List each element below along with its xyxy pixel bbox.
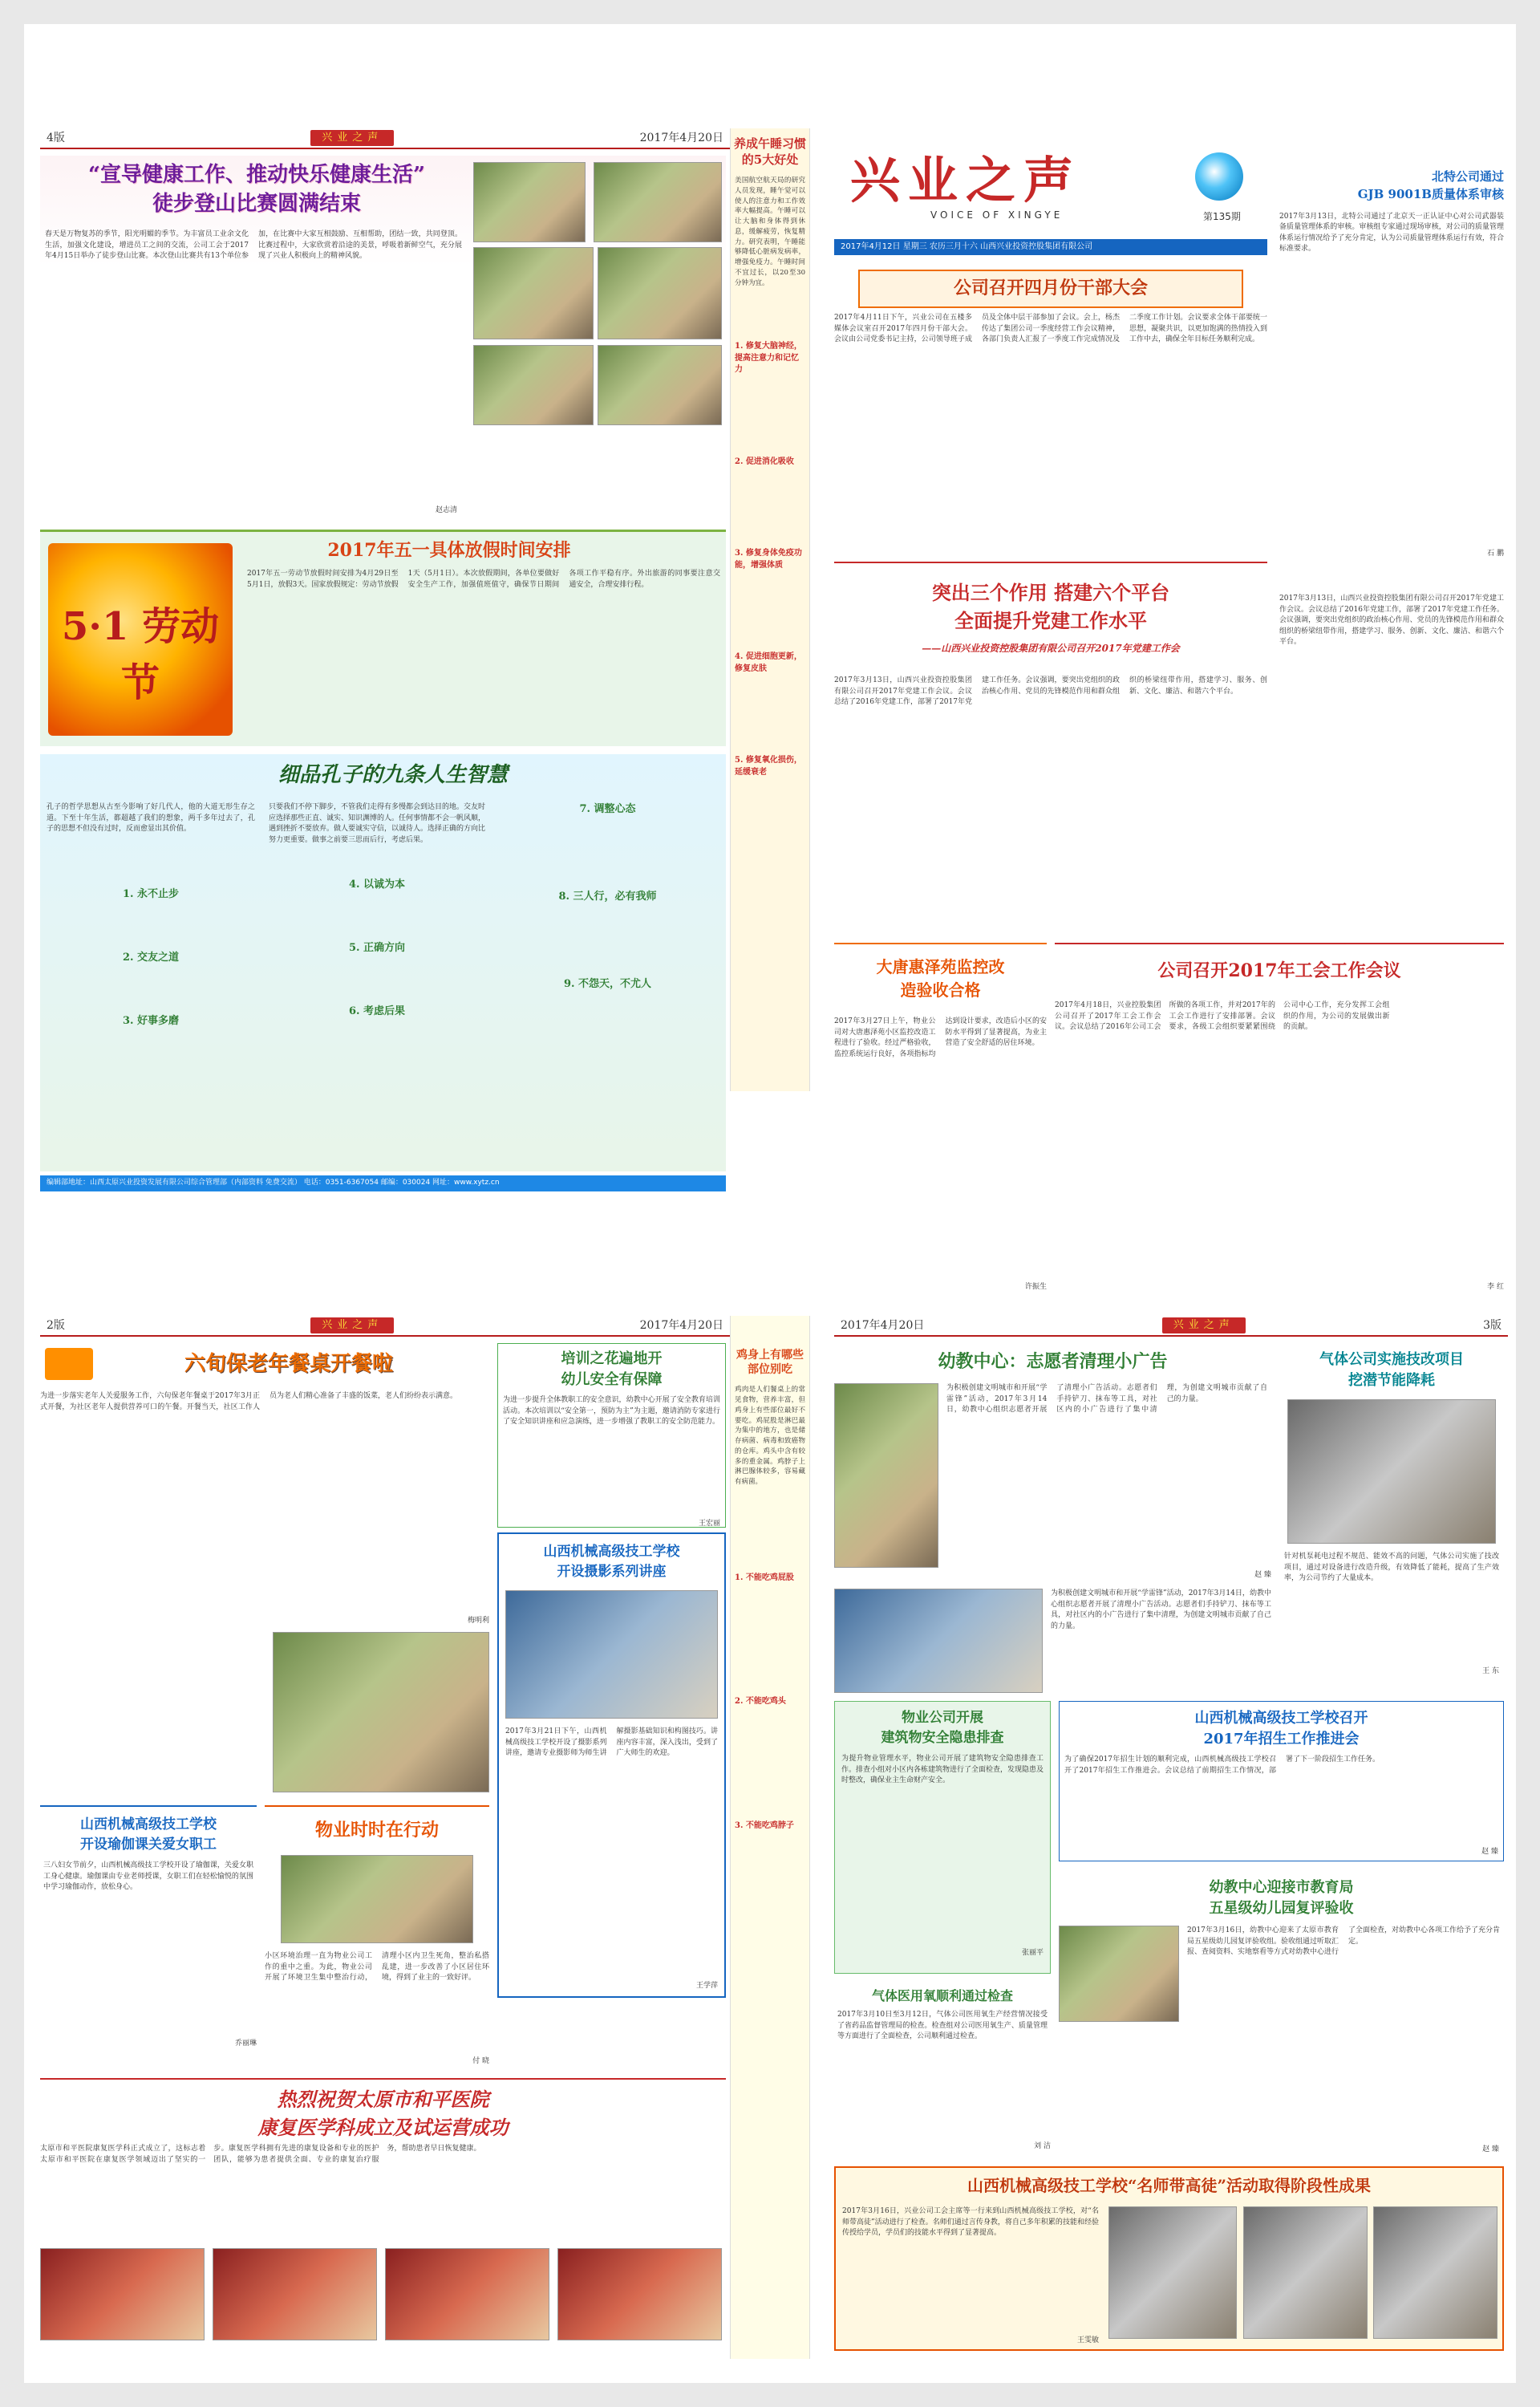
confucius-item-8: 8. 三人行，必有我师 (558, 890, 657, 903)
page-header (40, 128, 730, 149)
article-safety (834, 1701, 1051, 1974)
sidebar-nap (730, 128, 810, 1091)
recruit-author: 赵 臻 (1481, 1847, 1498, 1856)
confucius-item-6: 6. 考虑后果 (348, 1005, 406, 1017)
photo-mountain-1 (473, 162, 586, 242)
article-oxygen (834, 1982, 1051, 2158)
article-volunteer (834, 1343, 1271, 1584)
article-yoga (40, 1805, 257, 2070)
confucius-list-b (269, 802, 485, 1025)
party-subtitle: ——山西兴业投资控股集团有限公司召开2017年党建工作会 (922, 642, 1180, 654)
article-mountain (40, 156, 726, 525)
elder-title: 六旬保老年餐桌开餐啦 (184, 1352, 393, 1376)
chicken-item-2: 2. 不能吃鸡头 (735, 1697, 786, 1707)
photo-mountain-6 (598, 345, 722, 425)
holiday-banner: 5·1 劳动节 (61, 604, 220, 705)
oxygen-author: 刘 洁 (1034, 2142, 1051, 2151)
yoga-title-2: 开设瑜伽课关爱女职工 (80, 1836, 217, 1853)
page-4 (40, 128, 730, 1332)
training-body: 为进一步提升全体教职工的安全意识，幼教中心开展了安全教育培训活动。本次培训以“安全第一，预防为主”为主题，邀请消防专家进行了安全知识讲座和应急演练，进一步增强了教职工的安全防范能力。 (503, 1396, 720, 1427)
page-header (40, 1316, 730, 1337)
nap-list (731, 288, 809, 788)
photo-meeting-room (834, 1589, 1043, 1693)
mountain-subtitle: 徒步登山比赛圆满结束 (152, 192, 361, 216)
article-cert (1279, 168, 1504, 586)
cert-body: 2017年3月13日，北特公司通过了北京天一正认证中心对公司武器装备质量管理体系的审核。审核组专家通过现场审核，对公司的质量管理体系运行情况给予了充分肯定，认为公司质量管理体系运行有效，符合标准要求。 (1279, 212, 1504, 253)
photo-property (281, 1855, 473, 1943)
datang-title-2: 造验收合格 (900, 980, 981, 1000)
article-kindergarten (1059, 1869, 1504, 2158)
nap-item-2: 2. 促进消化吸收 (735, 457, 794, 466)
volunteer-title: 幼教中心：志愿者清理小广告 (938, 1351, 1168, 1372)
newspaper-sheet (24, 24, 1516, 2383)
page-footer: 编辑部地址：山西太原兴业投资发展有限公司综合管理部（内部资料 免费交流） 电话：0351-6367054 邮编：030024 网址：www.xytz.cn (40, 1175, 726, 1191)
cert-headline-1: 北特公司通过 (1431, 169, 1504, 184)
article-gas (1279, 1343, 1504, 1680)
photo-mountain-2 (594, 162, 722, 242)
datang-body: 2017年3月27日上午，物业公司对大唐惠泽苑小区监控改造工程进行了验收。经过严格验收，监控系统运行良好，各项指标均达到设计要求，改造后小区的安防水平得到了显著提高，为业主营造了安全舒适的居住环境。 (834, 1017, 1047, 1058)
nap-item-1: 1. 修复大脑神经，提高注意力和记忆力 (735, 342, 802, 375)
meeting-body: 2017年4月11日下午，兴业公司在五楼多媒体会议室召开2017年四月份干部大会。会议由公司党委书记主持，公司领导班子成员及全体中层干部参加了会议。会上，杨杰传达了集团公司一季度经营工作会议精神，各部门负责人汇报了一季度工作完成情况及二季度工作计划。会议要求全体干部要统一思想，凝聚共识，以更加饱满的热情投入到工作中去，确保全年目标任务顺利完成。 (834, 314, 1267, 343)
chicken-list (731, 1488, 809, 1842)
photo-hospital-3 (385, 2248, 549, 2340)
chicken-body: 鸡肉是人们餐桌上的常见食物，营养丰富，但鸡身上有些部位最好不要吃。鸡屁股是淋巴最为集中的地方，也是储存病菌、病毒和致癌物的仓库。鸡头中含有较多的重金属。鸡脖子上淋巴腺体较多，容易藏有病菌。 (735, 1386, 805, 1487)
yoga-body: 三八妇女节前夕，山西机械高级技工学校开设了瑜伽课，关爱女职工身心健康。瑜伽课由专业老师授课，女职工们在轻松愉悦的氛围中学习瑜伽动作，放松身心。 (43, 1861, 253, 1892)
datang-title-1: 大唐惠泽苑监控改 (876, 957, 1005, 976)
training-title-1: 培训之花遍地开 (561, 1350, 663, 1367)
property-title: 物业时时在行动 (314, 1820, 439, 1841)
safety-body: 为提升物业管理水平，物业公司开展了建筑物安全隐患排查工作。排查小组对小区内各栋建筑物进行了全面检查，发现隐患及时整改，确保业主生命财产安全。 (841, 1755, 1044, 1785)
issue-number: 第135期 (1203, 211, 1241, 222)
front-masthead (834, 144, 1267, 233)
nap-item-3: 3. 修复身体免疫功能，增强体质 (735, 549, 802, 570)
party-title-2: 全面提升党建工作水平 (954, 608, 1147, 632)
mentor-title: 山西机械高级技工学校“名师带高徒”活动取得阶段性成果 (967, 2176, 1371, 2195)
datang-author: 许振生 (1024, 1282, 1047, 1291)
nap-item-5: 5. 修复氧化损伤，延缓衰老 (735, 756, 802, 777)
gas-title-2: 挖潜节能降耗 (1348, 1372, 1435, 1390)
article-photography (497, 1532, 726, 1998)
nap-title: 养成午睡习惯的5大好处 (734, 136, 807, 167)
masthead-small: 兴业之声 (310, 130, 394, 147)
page-1 (834, 128, 1508, 1332)
union-title: 公司召开2017年工会工作会议 (1157, 960, 1401, 981)
article-elder (40, 1343, 489, 1800)
volunteer-body-cont: 为积极创建文明城市和开展“学雷锋”活动，2017年3月14日，幼教中心组织志愿者开展了清理小广告活动。志愿者们手持铲刀、抹布等工具，对社区内的小广告进行了集中清理，为创建文明城市贡献了自己的力量。 (1051, 1589, 1271, 1630)
chicken-title: 鸡身上有哪些部位别吃 (736, 1349, 804, 1377)
mountain-title: “宣导健康工作、推动快乐健康生活” (88, 163, 425, 187)
page-3 (834, 1316, 1508, 2359)
photo-mountain-4 (598, 247, 722, 339)
page-date: 2017年4月20日 (639, 1318, 723, 1332)
page-number: 2版 (47, 1318, 65, 1332)
confucius-intro: 孔子的哲学思想从古至今影响了好几代人，他的大道无形生存之道。下至十年生活，都超越了我们的想象，两千多年过去了，孔子的思想不但没有过时，反而愈显出其价值。 (47, 803, 255, 833)
article-holiday (40, 530, 726, 746)
oxygen-body: 2017年3月10日至3月12日，气体公司医用氧生产经营情况接受了省药品监督管理局的检查。检查组对公司医用氧生产、质量管理等方面进行了全面检查，公司顺利通过检查。 (837, 2011, 1048, 2041)
masthead-small: 兴业之声 (1162, 1317, 1246, 1334)
photo-hospital-2 (213, 2248, 377, 2340)
confucius-item-2: 2. 交友之道 (122, 951, 180, 964)
recruit-title-1: 山西机械高级技工学校召开 (1194, 1710, 1368, 1727)
holiday-body: 2017年五一劳动节放假时间安排为4月29日至5月1日，放假3天。国家放假规定：劳动节放假1天（5月1日）。本次放假期间，各单位要做好安全生产工作，加强值班值守，确保节日期间各项工作平稳有序。外出旅游的同事要注意交通安全，合理安排行程。 (247, 570, 720, 589)
confucius-item-7: 7. 调整心态 (579, 803, 636, 815)
holiday-title: 2017年五一具体放假时间安排 (327, 540, 571, 561)
article-party (834, 562, 1267, 939)
page-header (834, 1316, 1508, 1337)
company-logo-icon (1195, 152, 1243, 201)
party-body: 2017年3月13日，山西兴业投资控股集团有限公司召开2017年党建工作会议。会议总结了2016年党建工作，部署了2017年党建工作任务。会议强调，要突出党组织的政治核心作用、党员的先锋模范作用和群众组织的桥梁纽带作用，搭建学习、服务、创新、文化、廉洁、和谐六个平台。 (834, 676, 1267, 706)
confucius-item-1: 1. 永不止步 (122, 888, 180, 900)
kinder-title-2: 五星级幼儿园复评验收 (1209, 1900, 1354, 1918)
photo-volunteer (834, 1383, 938, 1568)
elder-body: 为进一步落实老年人关爱服务工作，六旬保老年餐桌于2017年3月正式开餐，为社区老年人提供营养可口的午餐。开餐当天，社区工作人员为老人们精心准备了丰盛的饭菜，老人们纷纷表示满意。 (40, 1392, 458, 1411)
confucius-title: 细品孔子的九条人生智慧 (278, 763, 508, 787)
party-body-cont: 2017年3月13日，山西兴业投资控股集团有限公司召开2017年党建工作会议。会议总结了2016年党建工作，部署了2017年党建工作任务。会议强调，要突出党组织的政治核心作用、党员的先锋模范作用和群众组织的桥梁纽带作用，搭建学习、服务、创新、文化、廉洁、和谐六个平台。 (1279, 595, 1504, 646)
safety-title-2: 建筑物安全隐患排查 (881, 1729, 1004, 1746)
recruit-body: 为了确保2017年招生计划的顺利完成，山西机械高级技工学校召开了2017年招生工作推进会。会议总结了前期招生工作情况，部署了下一阶段招生工作任务。 (1064, 1756, 1380, 1775)
masthead-english: VOICE OF XINGYE (930, 209, 1064, 221)
confucius-text-b: 只要我们不停下脚步，不管我们走得有多慢都会到达目的地。交友时应选择那些正直、诚实、知识渊博的人。任何事情都不会一帆风顺，遇到挫折不要放弃。做人要诚实守信，以诚待人。选择正确的方向比努力更重要。做事之前要三思而后行，考虑后果。 (269, 803, 486, 844)
cert-author: 石 鹏 (1487, 549, 1504, 558)
photo-gas-plant (1287, 1399, 1496, 1544)
yoga-title-1: 山西机械高级技工学校 (80, 1816, 217, 1833)
training-title-2: 幼儿安全有保障 (561, 1371, 663, 1389)
nap-item-4: 4. 促进细胞更新，修复皮肤 (735, 652, 802, 673)
photography-body: 2017年3月21日下午，山西机械高级技工学校开设了摄影系列讲座，邀请专业摄影师为师生讲解摄影基础知识和构图技巧。讲座内容丰富，深入浅出，受到了广大师生的欢迎。 (505, 1727, 718, 1757)
cert-headline-2: GJB 9001B质量体系审核 (1357, 186, 1504, 201)
safety-title-1: 物业公司开展 (902, 1710, 983, 1726)
confucius-item-3: 3. 好事多磨 (122, 1014, 180, 1027)
confucius-item-9: 9. 不怨天，不尤人 (563, 977, 652, 990)
safety-author: 张丽平 (1021, 1949, 1044, 1958)
elder-author: 梅明利 (467, 1617, 489, 1625)
union-author: 李 红 (1487, 1282, 1504, 1291)
article-mentor (834, 2166, 1504, 2351)
volunteer-body: 为积极创建文明城市和开展“学雷锋”活动，2017年3月14日，幼教中心组织志愿者开展了清理小广告活动。志愿者们手持铲刀、抹布等工具，对社区内的小广告进行了集中清理，为创建文明城市贡献了自己的力量。 (946, 1384, 1267, 1414)
property-body: 小区环境治理一直为物业公司工作的重中之重。为此，物业公司开展了环境卫生集中整治行动，清理小区内卫生死角，整治私搭乱建，进一步改善了小区居住环境，得到了业主的一致好评。 (265, 1952, 489, 1982)
dateline: 2017年4月12日 星期三 农历三月十六 山西兴业投资控股集团有限公司 (834, 239, 1267, 255)
megaphone-icon (45, 1348, 93, 1380)
confucius-list-c (497, 802, 718, 997)
party-title-1: 突出三个作用 搭建六个平台 (931, 581, 1170, 604)
photography-title-1: 山西机械高级技工学校 (543, 1544, 680, 1560)
chicken-item-1: 1. 不能吃鸡屁股 (735, 1573, 794, 1582)
mountain-author: 赵志清 (435, 506, 457, 514)
kinder-author: 赵 臻 (1482, 2145, 1499, 2153)
volunteer-author: 赵 臻 (1254, 1570, 1271, 1579)
photo-kindergarten (1059, 1926, 1179, 2022)
page-date: 2017年4月20日 (841, 1318, 925, 1332)
article-union (1055, 943, 1504, 1296)
page-number: 4版 (47, 131, 65, 144)
page-2 (40, 1316, 730, 2359)
gas-body: 针对机泵耗电过程不规范、能效不高的问题，气体公司实施了技改项目，通过对设备进行改造升级，有效降低了能耗，提高了生产效率，为公司节约了大量成本。 (1284, 1553, 1499, 1582)
gas-author: 王 东 (1482, 1666, 1499, 1675)
oxygen-title: 气体医用氧顺利通过检查 (871, 1988, 1013, 2003)
yoga-author: 乔丽琳 (234, 2040, 257, 2048)
photo-mentor-2 (1243, 2206, 1368, 2339)
photo-mountain-3 (473, 247, 594, 339)
meeting-title: 公司召开四月份干部大会 (858, 270, 1243, 308)
photo-mountain-5 (473, 345, 594, 425)
article-property (265, 1805, 489, 2070)
hospital-title-2: 康复医学科成立及试运营成功 (257, 2115, 509, 2139)
photo-hospital-4 (557, 2248, 722, 2340)
training-author: 王宏丽 (698, 1520, 720, 1528)
mountain-body: 春天是万物复苏的季节，阳光明媚的季节。为丰富员工业余文化生活，加强文化建设，增进员工之间的交流，公司工会于2017年4月15日举办了徒步登山比赛。本次登山比赛共有13个单位参加，在比赛中大家互相鼓励、互相帮助，团结一致，共同登顶。比赛过程中，大家欣赏着沿途的美景，呼吸着新鲜空气，充分展现了兴业人积极向上的精神风貌。 (45, 230, 462, 260)
kinder-title-1: 幼教中心迎接市教育局 (1209, 1879, 1354, 1896)
mentor-author: 王雯敏 (1076, 2336, 1099, 2344)
page-date: 2017年4月20日 (639, 131, 723, 144)
hospital-body: 太原市和平医院康复医学科正式成立了，这标志着太原市和平医院在康复医学领域迈出了坚实的一步。康复医学科拥有先进的康复设备和专业的医护团队，能够为患者提供全面、专业的康复治疗服务，帮助患者早日恢复健康。 (40, 2145, 481, 2164)
chicken-item-3: 3. 不能吃鸡脖子 (735, 1820, 794, 1830)
article-meeting (834, 265, 1267, 554)
photo-elder (273, 1632, 489, 1792)
gas-title-1: 气体公司实施技改项目 (1319, 1351, 1464, 1368)
confucius-item-5: 5. 正确方向 (348, 941, 406, 954)
mentor-body: 2017年3月16日，兴业公司工会主席等一行来到山西机械高级技工学校，对“名师带高徒”活动进行了检查。名师们通过言传身教，将自己多年积累的技能和经验传授给学员，学员们的技能水平得到了显著提高。 (842, 2207, 1099, 2237)
union-body: 2017年4月18日，兴业控股集团公司召开了2017年工会工作会议。会议总结了2016年公司工会所做的各项工作，并对2017年的工会工作进行了安排部署。会议要求，各级工会组织要紧紧围绕公司中心工作，充分发挥工会组织的作用，为公司的发展做出新的贡献。 (1055, 1001, 1390, 1031)
confucius-item-4: 4. 以诚为本 (348, 879, 406, 891)
article-recruit (1059, 1701, 1504, 1861)
photo-mentor-1 (1108, 2206, 1237, 2339)
photo-hospital-1 (40, 2248, 205, 2340)
article-datang (834, 943, 1047, 1296)
holiday-illustration (48, 543, 233, 736)
article-training (497, 1343, 726, 1528)
article-confucius (40, 754, 726, 1171)
kinder-body: 2017年3月16日，幼教中心迎来了太原市教育局五星级幼儿园复评验收组。验收组通过听取汇报、查阅资料、实地察看等方式对幼教中心进行了全面检查，对幼教中心各项工作给予了充分肯定。 (1187, 1926, 1501, 1956)
photo-lecture (505, 1590, 718, 1719)
recruit-title-2: 2017年招生工作推进会 (1203, 1731, 1360, 1748)
article-hospital (40, 2078, 726, 2351)
nap-body: 美国航空航天局的研究人员发现，睡午觉可以使人的注意力和工作效率大幅提高。午睡可以让大脑和身体得到休息，缓解疲劳，恢复精力。研究表明，午睡能够降低心脏病发病率，增强免疫力。午睡时间不宜过长，以20至30分钟为宜。 (735, 177, 805, 287)
page-number: 3版 (1483, 1318, 1502, 1332)
property-author: 付 晓 (472, 2056, 489, 2065)
sidebar-chicken (730, 1316, 810, 2359)
confucius-list-a (47, 883, 255, 1034)
photography-title-2: 开设摄影系列讲座 (557, 1563, 667, 1580)
masthead-title: 兴业之声 (850, 151, 1082, 209)
masthead-small: 兴业之声 (310, 1317, 394, 1334)
photo-mentor-3 (1373, 2206, 1497, 2339)
photography-author: 王学萍 (695, 1981, 718, 1990)
hospital-title-1: 热烈祝贺太原市和平医院 (277, 2088, 489, 2111)
